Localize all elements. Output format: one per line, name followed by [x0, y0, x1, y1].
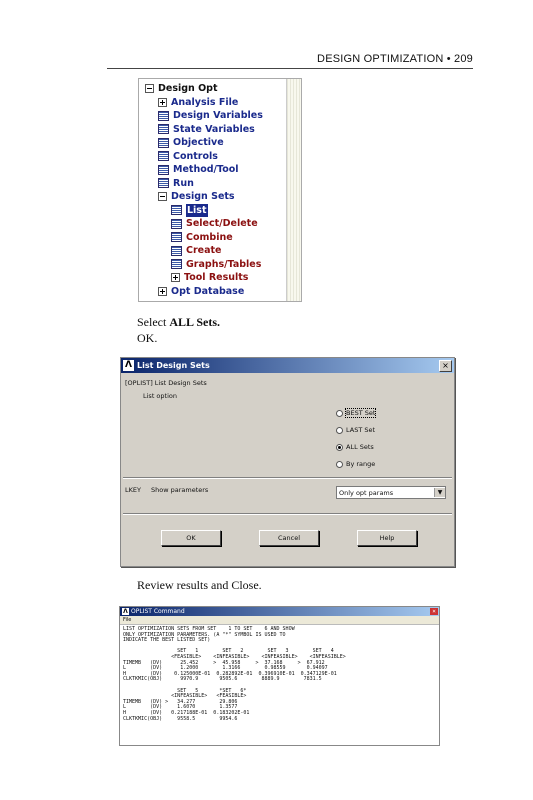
tree-item-label: Objective [173, 137, 224, 148]
collapse-icon[interactable] [145, 84, 154, 93]
tree-item-label: Analysis File [171, 96, 239, 108]
radio-best-set[interactable]: BEST Set [336, 409, 375, 417]
command-label: [OPLIST] List Design Sets [125, 379, 207, 387]
expand-icon[interactable] [171, 273, 180, 282]
tree-item-label: Method/Tool [173, 164, 239, 175]
help-button[interactable]: Help [357, 530, 417, 546]
tree-item-opt-database[interactable] [158, 285, 244, 298]
tree-item-state-variables[interactable] [158, 123, 255, 136]
document-icon [171, 259, 182, 269]
output-title: OPLIST Command [131, 608, 185, 615]
document-icon [158, 151, 169, 161]
oplist-command-window [119, 606, 440, 746]
document-icon [158, 138, 169, 148]
radio-all-sets[interactable]: ALL Sets [336, 443, 374, 451]
menu-file[interactable]: File [123, 617, 132, 623]
expand-icon[interactable] [158, 287, 167, 296]
output-close-button[interactable]: × [430, 608, 438, 615]
tree-item-controls[interactable] [158, 150, 218, 163]
tree-item-label: Select/Delete [186, 218, 258, 229]
tree-item-objective[interactable] [158, 136, 224, 149]
instruction-review-close: Review results and Close. [137, 578, 262, 592]
show-parameters-label: Show parameters [151, 486, 209, 494]
design-opt-tree [138, 78, 302, 302]
tree-item-tool-results[interactable] [171, 271, 248, 284]
list-design-sets-dialog [120, 357, 455, 567]
dialog-titlebar [121, 358, 454, 373]
output-menubar [120, 616, 439, 625]
chevron-down-icon[interactable]: ▼ [434, 488, 445, 497]
tree-item-combine[interactable] [171, 231, 233, 244]
instruction-select-all: Select ALL Sets. [137, 315, 221, 329]
radio-circle [336, 461, 343, 468]
dialog-title: List Design Sets [137, 361, 210, 370]
tree-item-design-sets[interactable] [158, 190, 235, 203]
tree-item-label: Run [173, 177, 194, 189]
tree-item-label: Graphs/Tables [186, 258, 262, 270]
radio-last-set[interactable]: LAST Set [336, 426, 375, 434]
tree-item-label: Opt Database [171, 285, 245, 297]
output-titlebar [120, 607, 439, 616]
document-icon [158, 165, 169, 175]
document-icon [171, 246, 182, 256]
ok-button[interactable]: OK [161, 530, 221, 546]
separator [123, 513, 452, 515]
document-icon [158, 111, 169, 121]
document-icon [158, 124, 169, 134]
tree-item-label: Combine [186, 231, 233, 243]
document-icon [171, 205, 182, 215]
tree-scroll-strip [286, 79, 301, 301]
tree-item-label: Design Sets [171, 191, 235, 202]
running-head: DESIGN OPTIMIZATION • 209 [317, 53, 473, 65]
tree-item-list[interactable] [171, 204, 208, 217]
header-rule [107, 68, 473, 69]
tree-item-label: Tool Results [184, 272, 249, 283]
ansys-logo-icon: Λ [123, 360, 134, 371]
radio-circle [336, 444, 343, 451]
dialog-close-button[interactable]: × [439, 360, 452, 372]
output-listing: LIST OPTIMIZATION SETS FROM SET 1 TO SET 6 AND SHOW ONLY OPTIMIZATION PARAMETERS. (A "*" SYMBOL IS USED TO INDICATE THE BEST LISTED SET) SET 1 SET 2 SET 3 SET 4 <FEASIBLE> <INFEASIBLE> <INFEASIBLE> <INFEASIBLE> TIMEMB (DV) 25.452 > 45.958 > 37.168 > 67.912 L (DV) 1.2000 1.3166 0.98559 0.94097 H (DV) 0.125000E-01 0.282892E-01 0.396910E-01 0.347129E-01 CLKTKMIC(OBJ) 9970.9 9505.6 8889.9 7831.5 SET 5 *SET 6* <INFEASIBLE> <FEASIBLE> TIMEMB (DV) > 34.277 29.806 L (DV) 1.6070 1.3577 H (DV) 0.217188E-01 0.183202E-01 CLKTKMIC(OBJ) 9558.5 9954.6 [123, 626, 346, 722]
collapse-icon[interactable] [158, 192, 167, 201]
tree-item-design-opt[interactable] [145, 82, 218, 95]
show-parameters-dropdown[interactable]: Only opt params ▼ [336, 486, 446, 499]
tree-item-label: List [187, 204, 207, 216]
lkey-label: LKEY [125, 486, 141, 494]
cancel-button[interactable]: Cancel [259, 530, 319, 546]
expand-icon[interactable] [158, 98, 167, 107]
radio-circle [336, 427, 343, 434]
document-icon [171, 232, 182, 242]
instruction-ok: OK. [137, 331, 158, 345]
tree-item-design-variables[interactable] [158, 109, 263, 122]
tree-item-label: Design Variables [173, 110, 263, 121]
tree-item-run[interactable] [158, 177, 194, 190]
tree-item-label: Controls [173, 150, 218, 162]
tree-item-label: Design Opt [158, 83, 218, 94]
ansys-logo-icon: Λ [123, 608, 128, 615]
radio-circle [336, 410, 343, 417]
tree-item-select-delete[interactable] [171, 217, 258, 230]
tree-item-method-tool[interactable] [158, 163, 239, 176]
tree-item-analysis-file[interactable] [158, 96, 238, 109]
separator [123, 477, 452, 479]
tree-item-graphs-tables[interactable] [171, 258, 261, 271]
list-option-label: List option [143, 392, 177, 400]
tree-item-create[interactable] [171, 244, 222, 257]
tree-item-label: Create [186, 245, 222, 256]
document-icon [171, 219, 182, 229]
tree-item-label: State Variables [173, 123, 255, 135]
radio-by-range[interactable]: By range [336, 460, 375, 468]
document-icon [158, 178, 169, 188]
